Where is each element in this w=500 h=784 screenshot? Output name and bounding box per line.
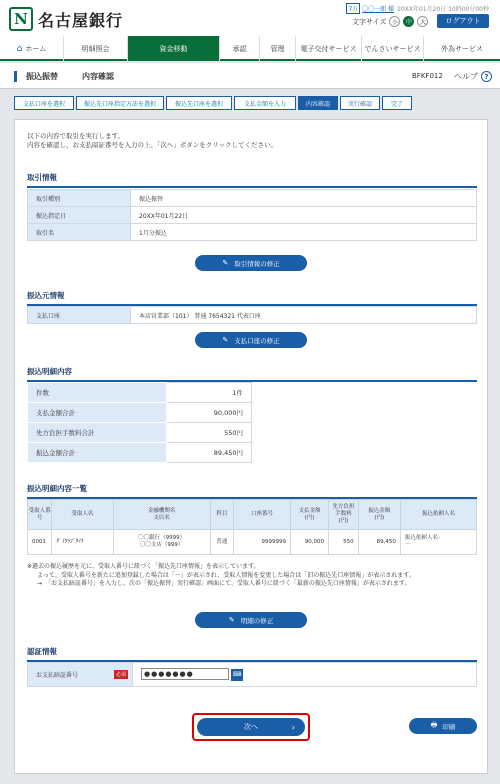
page-title-bar bbox=[0, 63, 500, 89]
font-small-button[interactable]: 小 bbox=[389, 16, 400, 27]
note-line-2: よって、受取人番号を新たに追加登録した場合は「－」が表示され、受取人情報を変更した場合は「旧の振込先口座情報」が表示されます。 bbox=[37, 571, 415, 579]
section-detail-title: 振込明細内容一覧 bbox=[27, 483, 477, 499]
pin-label: お支払暗証番号 bbox=[36, 672, 79, 679]
summary-table bbox=[27, 382, 252, 463]
table-header-row bbox=[28, 500, 477, 530]
row-label: 支払金額合計 bbox=[28, 403, 167, 423]
pencil-icon: ✎ bbox=[222, 336, 229, 344]
account-number: 9999999 bbox=[233, 530, 290, 555]
table-row bbox=[28, 663, 477, 687]
software-keyboard-icon[interactable]: ⌨ bbox=[231, 669, 243, 681]
requester-label: 振込依頼人名： bbox=[404, 535, 444, 541]
nav-statement[interactable]: 明細照会 bbox=[64, 36, 128, 61]
nav-approval[interactable]: 承認 bbox=[220, 36, 260, 61]
col-header: 口座番号 bbox=[233, 500, 290, 530]
table-row bbox=[28, 190, 477, 207]
step-1: 支払口座を選択 bbox=[14, 96, 74, 110]
print-label: 印刷 bbox=[442, 722, 456, 731]
row-label: 振込金額合計 bbox=[28, 443, 167, 463]
user-name-link[interactable]: 〇〇一郎 様 bbox=[362, 6, 395, 13]
fix-source-label: 支払口座の修正 bbox=[234, 336, 280, 345]
main-panel bbox=[14, 119, 488, 774]
section-summary-title: 振込明細内容 bbox=[27, 366, 477, 382]
bank-name-cell: 〇〇銀行（9999） bbox=[138, 535, 186, 541]
nav-electronic-delivery[interactable]: 電子交付サービス bbox=[296, 36, 362, 61]
user-info bbox=[346, 3, 489, 14]
nav-admin[interactable]: 管理 bbox=[260, 36, 296, 61]
nav-forex[interactable]: 外為サービス bbox=[441, 44, 483, 53]
recipient-number: 0001 bbox=[28, 530, 52, 555]
bank-branch bbox=[113, 530, 210, 555]
screen-id: BFKF012 bbox=[412, 72, 443, 80]
note-line-3: → 「お支払暗証番号」を入力し、次の「振込振替」実行確認」画面にて、受取人番号に紐づく「最新の振込先口座情報」が表示されます。 bbox=[37, 580, 411, 587]
pin-input[interactable]: ●●●●●●● bbox=[141, 668, 229, 680]
title-marker bbox=[14, 71, 17, 82]
requester-value: － bbox=[404, 542, 411, 548]
auth-table bbox=[27, 662, 477, 687]
progress-steps bbox=[14, 96, 490, 110]
required-badge: 必須 bbox=[115, 672, 126, 678]
row-label: 取引種別 bbox=[28, 190, 131, 207]
font-large-button[interactable]: 大 bbox=[417, 16, 428, 27]
fee-amount: 550 bbox=[329, 530, 359, 555]
next-button[interactable] bbox=[197, 718, 305, 736]
help-label: ヘルプ bbox=[454, 72, 478, 81]
fix-source-button[interactable] bbox=[195, 332, 307, 348]
transaction-table bbox=[27, 189, 477, 241]
home-icon: ⌂ bbox=[16, 43, 23, 54]
row-value: 89,450円 bbox=[166, 443, 251, 463]
instruction-line-1: 以下の内容で取引を実行します。 bbox=[27, 132, 124, 140]
transfer-amount: 89,450 bbox=[358, 530, 400, 555]
row-value: 振込振替 bbox=[131, 190, 477, 207]
row-label: 先方負担手数料合計 bbox=[28, 423, 167, 443]
recipient-name: ﾀﾞｲﾜﾗﾌﾞﾀｲﾁ bbox=[52, 530, 113, 555]
table-row bbox=[28, 443, 252, 463]
col-header: 金融機関名 支店名 bbox=[113, 500, 210, 530]
nav-transfer[interactable]: 資金移動 bbox=[128, 36, 220, 61]
step-2: 振込先口座指定方法を選択 bbox=[76, 96, 164, 110]
logout-button[interactable]: ログアウト bbox=[437, 14, 489, 28]
step-5-current: 内容確認 bbox=[298, 96, 338, 110]
row-value: 20XX年01月22日 bbox=[131, 207, 477, 224]
next-button-highlight bbox=[192, 713, 310, 741]
user-badge: 7万 bbox=[346, 3, 360, 14]
pin-input-cell bbox=[133, 663, 477, 687]
instruction-line-2: 内容を確認し、お支払暗証番号を入力の上、「次へ」ボタンをクリックしてください。 bbox=[27, 141, 277, 149]
account-type: 普通 bbox=[210, 530, 233, 555]
section-transaction-title: 取引情報 bbox=[27, 172, 477, 188]
table-row bbox=[28, 307, 477, 324]
bank-logo[interactable] bbox=[9, 7, 123, 31]
font-size-switcher bbox=[352, 16, 428, 27]
section-source-title: 振込元情報 bbox=[27, 290, 477, 306]
col-header: 支払金額 (円) bbox=[291, 500, 329, 530]
step-7: 完了 bbox=[382, 96, 412, 110]
global-nav bbox=[0, 36, 500, 61]
step-3: 振込先口座を選択 bbox=[166, 96, 232, 110]
last-login: 20XX年01月20日 10時00分00秒 bbox=[397, 6, 489, 13]
table-row bbox=[28, 383, 252, 403]
table-row bbox=[28, 403, 252, 423]
row-label: 件数 bbox=[28, 383, 167, 403]
row-label: 振込指定日 bbox=[28, 207, 131, 224]
step-4: 支払金額を入力 bbox=[234, 96, 296, 110]
col-header: 先方負担 手数料 (円) bbox=[329, 500, 359, 530]
instructions bbox=[27, 132, 277, 150]
row-label: 支払口座 bbox=[28, 307, 131, 324]
table-row bbox=[28, 530, 477, 555]
row-value: 550円 bbox=[166, 423, 251, 443]
print-button[interactable] bbox=[409, 718, 477, 734]
chevron-right-icon: › bbox=[291, 722, 295, 732]
col-header: 受取人名 bbox=[52, 500, 113, 530]
fix-transaction-button[interactable] bbox=[195, 255, 307, 271]
row-value: 1件 bbox=[166, 383, 251, 403]
fix-transaction-label: 取引情報の修正 bbox=[234, 259, 280, 268]
pay-amount: 90,000 bbox=[291, 530, 329, 555]
row-value: 1月分振込 bbox=[131, 224, 477, 241]
row-value: 本店営業部（101） 普通 7654321 代表口座 bbox=[131, 307, 477, 324]
requester bbox=[400, 530, 476, 555]
bank-name: 名古屋銀行 bbox=[38, 10, 124, 30]
table-row bbox=[28, 423, 252, 443]
col-header: 振込依頼人名 bbox=[400, 500, 476, 530]
help-link[interactable] bbox=[454, 71, 492, 82]
nav-home-label: ホーム bbox=[25, 44, 47, 53]
detail-table bbox=[27, 499, 477, 555]
font-medium-button[interactable]: 中 bbox=[403, 16, 414, 27]
col-header: 振込金額 (円) bbox=[358, 500, 400, 530]
pencil-icon: ✎ bbox=[222, 259, 229, 267]
detail-note bbox=[27, 563, 477, 589]
note-line-1: ※過去の振込履歴を元に、受取人番号に紐づく「振込先口座情報」を表示しています。 bbox=[27, 563, 260, 570]
bank-logo-icon: N bbox=[9, 7, 33, 31]
nav-home[interactable] bbox=[0, 36, 64, 61]
pin-label-cell bbox=[28, 663, 133, 687]
step-6: 実行確認 bbox=[340, 96, 380, 110]
table-row bbox=[28, 207, 477, 224]
section-auth-title: 認証情報 bbox=[27, 646, 477, 662]
pencil-icon: ✎ bbox=[228, 616, 235, 624]
col-header: 受取人番号 bbox=[28, 500, 52, 530]
next-label: 次へ bbox=[244, 723, 258, 731]
col-header: 科目 bbox=[210, 500, 233, 530]
help-icon: ? bbox=[481, 71, 492, 82]
page-subtitle: 内容確認 bbox=[82, 72, 114, 81]
source-table bbox=[27, 306, 477, 324]
fix-detail-button[interactable] bbox=[195, 612, 307, 628]
printer-icon: 🖶 bbox=[430, 720, 438, 729]
table-row bbox=[28, 224, 477, 241]
branch-name-cell: 〇〇支店（999） bbox=[139, 542, 184, 548]
font-size-label: 文字サイズ bbox=[352, 17, 387, 26]
row-value: 90,000円 bbox=[166, 403, 251, 423]
page-title: 振込振替 bbox=[26, 72, 58, 81]
nav-densai[interactable]: でんさいサービス bbox=[362, 36, 424, 61]
row-label: 取引名 bbox=[28, 224, 131, 241]
fix-detail-label: 明細の修正 bbox=[240, 616, 274, 625]
